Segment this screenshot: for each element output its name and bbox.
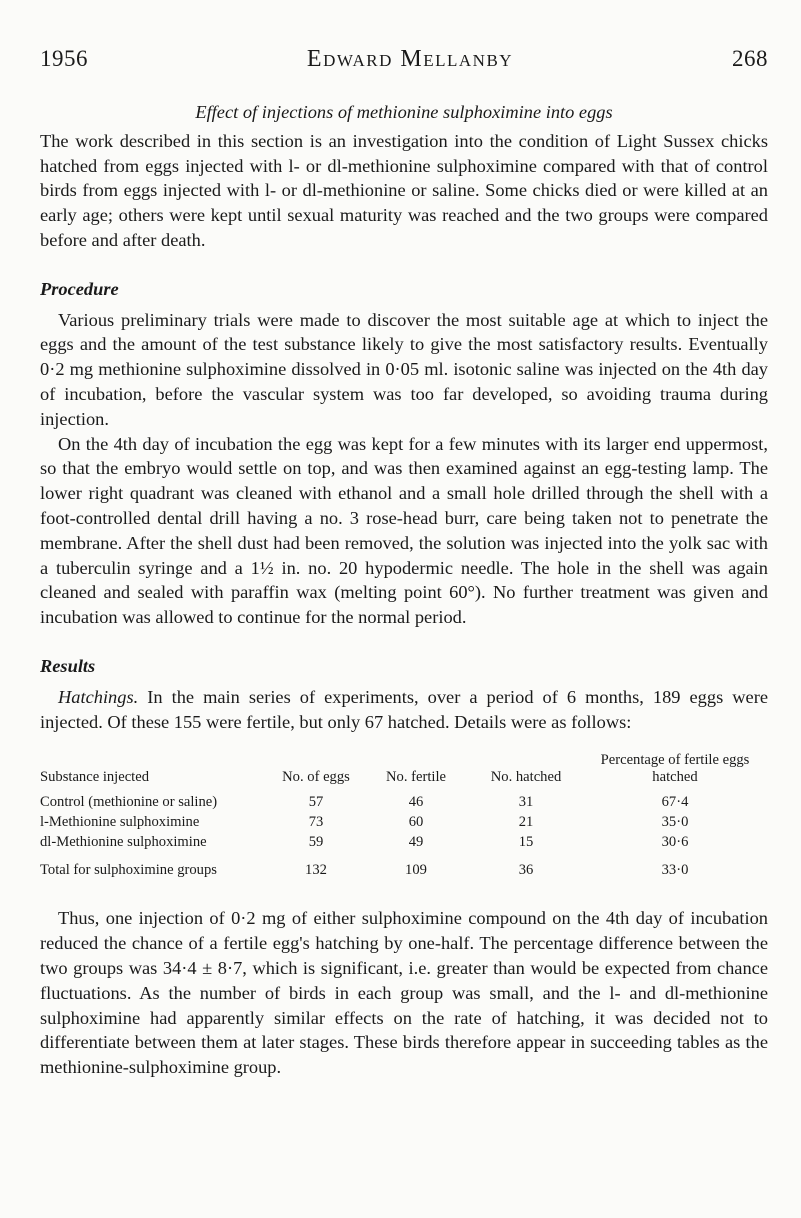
table-row <box>40 832 768 852</box>
cell-hatched: 21 <box>518 813 534 830</box>
cell-percentage: 30·6 <box>661 833 689 850</box>
cell-fertile: 60 <box>408 813 424 830</box>
section-title: Effect of injections of methionine sulphoximine into eggs <box>195 102 613 122</box>
cell-fertile: 46 <box>408 793 424 810</box>
results-heading: Results <box>40 655 96 676</box>
hatching-table <box>40 752 768 880</box>
cell-hatched: 36 <box>518 861 534 878</box>
procedure-heading: Procedure <box>40 278 119 299</box>
hatchings-paragraph <box>40 685 768 735</box>
cell-hatched: 31 <box>518 793 534 810</box>
cell-eggs: 59 <box>308 833 324 850</box>
hatchings-text: In the main series of experiments, over a period of 6 months, 189 eggs were injected. Of these 155 were fertile, but only 67 hatched. Details were as follows: <box>40 686 768 732</box>
running-head <box>40 46 768 73</box>
header-page-number: 268 <box>732 46 768 71</box>
cell-percentage: 35·0 <box>661 813 689 830</box>
col-header-substance: Substance injected <box>40 769 150 786</box>
cell-substance: Total for sulphoximine groups <box>40 861 217 878</box>
header-year: 1956 <box>40 46 88 71</box>
cell-percentage: 67·4 <box>661 793 689 810</box>
procedure-paragraph-2: On the 4th day of incubation the egg was kept for a few minutes with its larger end uppermost, so that the embryo would settle on top, and was then examined against an egg-testing lamp. The lower right quadrant was cleaned with ethanol and a small hole drilled through the shell with a foot-controlled dental drill having a no. 3 rose-head burr, care being taken not to penetrate the membrane. After the shell dust had been removed, the solution was injected into the yolk sac with a tuberculin syringe and a 1½ in. no. 20 hypodermic needle. The hole in the shell was again cleaned and sealed with paraffin wax (melting point 60°). No further treatment was given and incubation was allowed to continue for the normal period. <box>40 433 768 628</box>
col-header-hatched: No. hatched <box>490 769 562 786</box>
article-body <box>40 100 768 1080</box>
cell-fertile: 109 <box>405 861 427 878</box>
table-row <box>40 812 768 832</box>
intro-paragraph: The work described in this section is an investigation into the condition of Light Sussex chicks hatched from eggs injected with l- or dl-methionine sulphoximine compared with that of control birds from eggs injected with l- or dl-methionine or saline. Some chicks died or were killed at an early age; others were kept until sexual maturity was reached and the two groups were compared before and after death. <box>40 130 768 250</box>
col-header-eggs: No. of eggs <box>282 769 350 786</box>
cell-eggs: 132 <box>305 861 327 878</box>
cell-substance: l-Methionine sulphoximine <box>40 813 200 830</box>
cell-eggs: 57 <box>308 793 324 810</box>
header-author: Edward Mellanby <box>306 46 514 72</box>
hatchings-label: Hatchings. <box>58 686 139 707</box>
cell-eggs: 73 <box>308 813 324 830</box>
col-header-percentage: Percentage of fertile eggs hatched <box>600 752 750 786</box>
procedure-paragraph-1: Various preliminary trials were made to discover the most suitable age at which to inject the eggs and the amount of the test substance likely to give the most satisfactory results. Eventually 0·2 mg methionine sulphoximine dissolved in 0·05 ml. isotonic saline was injected on the 4th day of incubation, before the vascular system was too far developed, so avoiding trauma during injection. <box>40 309 768 429</box>
col-header-fertile: No. fertile <box>386 769 446 786</box>
cell-substance: dl-Methionine sulphoximine <box>40 833 207 850</box>
cell-substance: Control (methionine or saline) <box>40 793 218 810</box>
conclusion-paragraph: Thus, one injection of 0·2 mg of either sulphoximine compound on the 4th day of incubation reduced the chance of a fertile egg's hatching by one-half. The percentage difference between the two groups was 34·4 ± 8·7, which is significant, i.e. greater than would be expected from chance fluctuations. As the number of birds in each group was small, and the l- and dl-methionine sulphoximine had apparently similar effects on the rate of hatching, it was decided not to differentiate between them at later stages. These birds therefore appear in succeeding tables as the methionine-sulphoximine group. <box>40 908 768 1078</box>
table-row <box>40 792 768 812</box>
table-row-total <box>40 852 768 880</box>
cell-hatched: 15 <box>518 833 534 850</box>
cell-percentage: 33·0 <box>661 861 689 878</box>
cell-fertile: 49 <box>408 833 424 850</box>
